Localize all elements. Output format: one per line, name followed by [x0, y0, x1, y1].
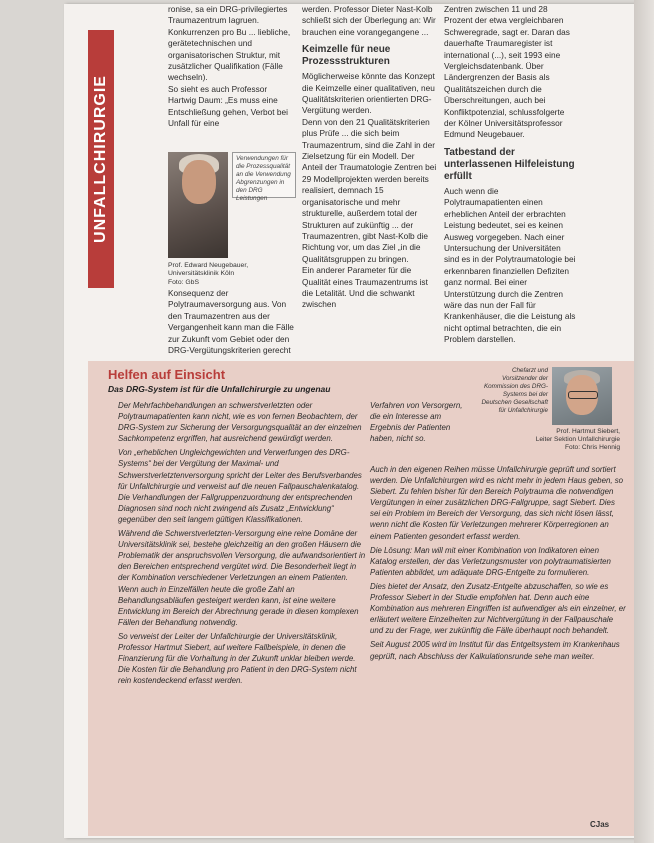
- column-1b-text: Konsequenz der Polytraumaversorgung aus. Von den Traumazentren aus der Vergangenheit kann man die Fälle zur Zukunft vom Gebiet oder den DRG-Vergütungskriterien gerecht: [168, 288, 294, 356]
- column-2-text-d: Ein anderer Parameter für die Qualität eines Traumazentrums ist die Letalität. Und die schwankt zwischen: [302, 265, 428, 310]
- box-paragraph: Auch in den eigenen Reihen müsse Unfallchirurgie geprüft und sortiert werden. Die Unfallchirurgen wird es nicht mehr in jedem Haus geben, so Siebert. Zu fehlen bisher für den Bereich Polytrauma die notwendigen Vergütungen in einer zusätzlichen DRG-Fallgruppe, sagt Siebert. Dies sei ein Problem im Bereich der Versorgung, das sich nicht lösen lässt, wenn nicht die Kosten für Verletzungen mehrerer Körperregionen an einem Patienten gesondert erfasst werden.: [370, 465, 624, 541]
- column-3-text-a: Zentren zwischen 11 und 28 Prozent der etwa vergleichbaren Schweregrade, sagt er. Daran das dauerhafte Traumaregister ist international (...), seit 1993 eine Vergleichsdatenbank. Über Ländergrenzen der Basis als Qualitätszeichen durch die Überschreitungen, auch bei Konfliktpotenzial, schlussfolgerte der Kölner Universitätsprofessor Edmund Neugebauer.: [444, 4, 570, 140]
- box-column-2-top: [370, 400, 470, 447]
- column-2-text-b: Möglicherweise könnte das Konzept die Keimzelle einer qualitativen, neu Qualitätskriterien orientierten DRG-Vergütung werden.: [302, 71, 435, 116]
- column-1-text-a: ronise, sa ein DRG-privilegiertes Traumazentrum Iagruen. Konkurrenzen pro Bu ... liebliche, gerätetechnischen und organisatorischen Struktur, mit zusätzlicher Qualifikation (Fälle wechseln).: [168, 4, 291, 83]
- column-2-text-a: werden. Professor Dieter Nast-Kolb schließt sich der Überlegung an: Wir brauchen eine vorangegangene ...: [302, 4, 436, 37]
- column-1: [168, 4, 296, 129]
- box-column-1: [118, 400, 368, 689]
- glasses-icon: [568, 391, 598, 399]
- column-2-heading: Keimzelle für neue Prozessstrukturen: [302, 44, 391, 68]
- box-title: Helfen auf Einsicht: [108, 367, 226, 382]
- column-3-heading: Tatbestand der unterlassenen Hilfeleistung erfüllt: [444, 146, 575, 182]
- photo-credit-name: Prof. Edward Neugebauer, Universitätsklinik Köln: [168, 262, 249, 278]
- box-photo-credit-name: Prof. Hartmut Siebert,: [556, 428, 620, 435]
- page-edge: [634, 0, 654, 843]
- box-photo-credit: [510, 428, 620, 453]
- box-paragraph: Während die Schwerstverletzten-Versorgung eine reine Domäne der Universitätsklinik sei, bestehe gleichzeitig an den großen Häusern die Problematik der anspruchsvollen Versorgung, die aufwandsorientiert in den Bereichen entsprechend vergütet wird. Die Besonderheit liegt in der Kombination verschiedener Verletzungen an einem Patienten. Wenn auch in Einzelfällen heute die große Zahl an Behandlungsabläufen gesteigert werden kann, ist eine weitere Entwicklung im Bereich der Abrechnung gerade in diesen komplexen Fällen der Behandlung notwendig.: [118, 529, 366, 627]
- box-portrait-photo: [552, 367, 612, 425]
- column-3: [444, 4, 576, 346]
- photo-caption: Verwendungen für die Prozessqualität an die Verwendung Abgrenzungen in den DRG Leistungen: [232, 152, 296, 198]
- box-paragraph: Der Mehrfachbehandlungen an schwerstverletzten oder Polytraumapatienten kann nicht, wie es von fernen Beobachtern, der DRG-System zur Sicherung der Versorgungsqualität an der einzelnen Sachkompetenz ergriffen, hat ausreichend gewürdigt werden.: [118, 401, 362, 444]
- section-label: UNFALLCHIRURGIE: [92, 75, 109, 243]
- photo-credit: [168, 262, 296, 287]
- box-column-2: [370, 464, 626, 665]
- column-2: [302, 4, 437, 311]
- column-3-text-b: Auch wenn die Polytraumapatienten einen erheblichen Anteil der erbrachten Leistung bedeutet, sei es keinen Ausweg vorgegeben. Nach einer Untersuchung der Universitäten sind es in der Polytraumatologie bei erkennbaren finanziellen Defiziten ganz normal. Bei einer Unterstützung durch die Zentren wäre das nun der Fall für Krankenhäuser, die die Leistung als nicht optimal betrachten, die ein Problem darstellen.: [444, 185, 576, 345]
- portrait-photo: [168, 152, 228, 258]
- portrait-face: [182, 160, 216, 204]
- box-paragraph: Verfahren von Versorgern, die ein Interesse am Ergebnis der Patienten haben, nicht so.: [370, 401, 463, 444]
- box-paragraph: Seit August 2005 wird im Institut für das Entgeltsystem im Krankenhaus geprüft, nach Abschluss der Kalkulationsrunde sehe man weiter.: [370, 640, 620, 661]
- column-1-text-b: So sieht es auch Professor Hartwig Daum: „Es muss eine Entschließung gehen, Verbot bei Unfall für eine: [168, 83, 288, 129]
- column-2-text-c: Denn von den 21 Qualitätskriterien plus Prüfe ... die sich beim Traumazentrum, sind die Zahl in der Zielsetzung für ein Modell. Der Anteil der Traumatologie Zentren bei 29 Modellprojekten werden bereits realisiert, demnach 15 organisatorische und mehr strukturelle, außerdem total der Strukturen auf zukünftig ... der Traumazentren, gibt Nast-Kolb die Richtung vor, um das Ziel „in die Qualitätsgruppen zu bringen.: [302, 116, 437, 264]
- box-paragraph: Von „erheblichen Ungleichgewichten und Verwerfungen des DRG-Systems“ bei der Vergütung der Maximal- und Schwerstverletztenversorgung spricht der Leiter des Berufsverbandes für Unfallchirurgie und verweist auf die neuen Fallpauschalenkatalog. Die Verhandlungen der Fallgruppenzuordnung der entsprechenden Diagnosen sind noch nicht zwingend als Zusatz „Entwicklung“ gegenüber den seit langem gültigen Klassifikationen.: [118, 448, 362, 524]
- box-paragraph: So verweist der Leiter der Unfallchirurgie der Universitätsklinik, Professor Hartmut Siebert, auf weitere Fallbeispiele, in denen die Finanzierung für die Vorhaltung in der Zukunft unklar bleiben werde. Die Kosten für die Behandlung pro Patient in den DRG-System nicht rein kostendeckend erfasst werden.: [118, 631, 357, 686]
- footer-label: CJas: [590, 820, 610, 829]
- column-1-continued: [168, 288, 296, 356]
- box-subtitle: Das DRG-System ist für die Unfallchirurgie zu ungenau: [108, 384, 331, 394]
- box-photo-caption: Chefarzt und Vorsitzender der Kommission des DRG-Systems bei der Deutschen Gesellschaft für Unfallchirurgie: [481, 367, 548, 414]
- box-paragraph: Dies bietet der Ansatz, den Zusatz-Entgelte abzuschaffen, so wie es Professor Siebert in der Studie empfohlen hat. Denn auch eine Kombination aus mehreren Eingriffen ist aufwendiger als ein einzelner, er erläutert weitere Einzelheiten zur Nichtvergütung in der Fallpauschale und zu der Frage, wer zukünftig die Fälle überhaupt noch behandelt.: [370, 581, 626, 636]
- box-photo-credit-role: Leiter Sektion Unfallchirurgie: [535, 436, 620, 444]
- box-paragraph: Die Lösung: Man will mit einer Kombination von Indikatoren einen Katalog erstellen, der das Verletzungsmuster von polytraumatisierten Patienten abbildet, um adäquate DRG-Entgelte zu formulieren.: [370, 545, 611, 577]
- photo-credit-source: Foto: GbS: [168, 278, 199, 286]
- box-photo-credit-source: Foto: Chris Hennig: [565, 444, 620, 452]
